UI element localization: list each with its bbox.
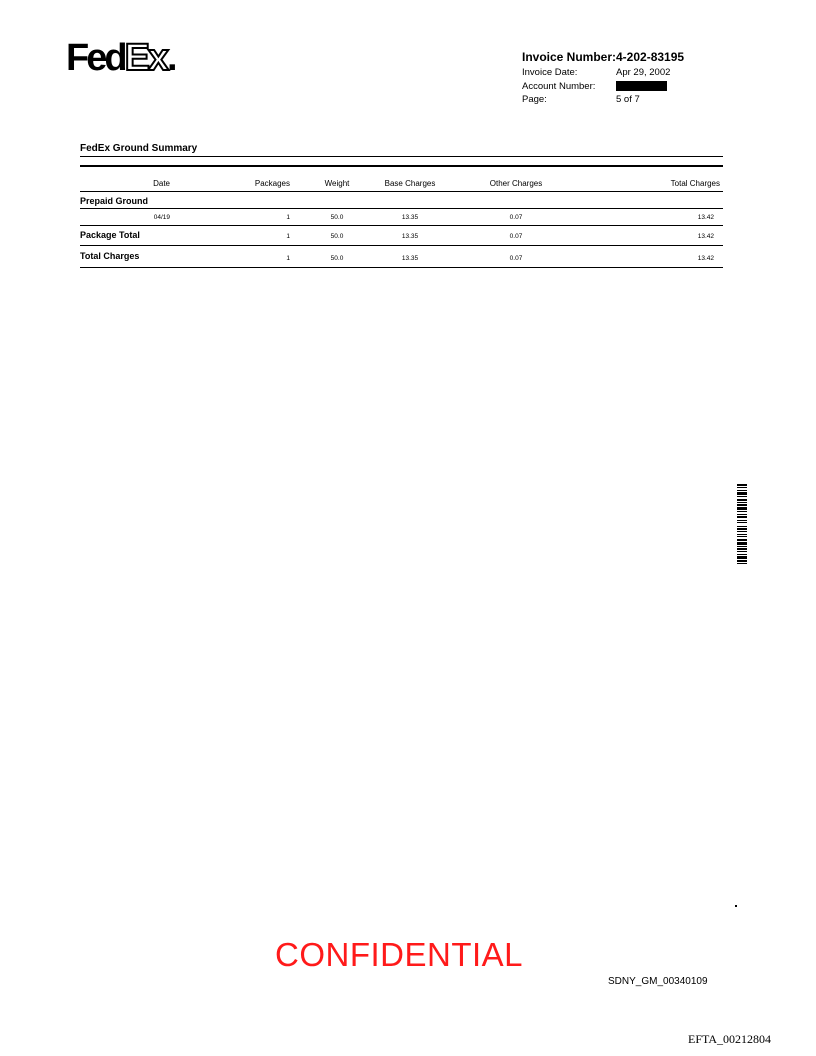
barcode-stripe [737,507,747,510]
barcode-stripe [737,484,747,486]
invoice-date-value: Apr 29, 2002 [616,67,671,78]
barcode-stripe [737,526,747,527]
package-total-base: 13.35 [401,233,419,240]
barcode-stripe [737,511,747,512]
barcode-stripe [737,514,747,515]
section-rule [80,156,723,157]
column-header-base-charges: Base Charges [384,179,436,188]
barcode-stripe [737,516,747,518]
barcode-stripe [737,548,747,550]
barcode-stripe [737,504,747,506]
group-rule [80,208,723,209]
row-other-charges: 0.07 [509,214,523,221]
column-header-weight: Weight [324,179,350,188]
page-value: 5 of 7 [616,94,640,105]
package-total-label: Package Total [80,230,140,240]
section-title: FedEx Ground Summary [80,143,198,154]
fedex-logo: FedEx. [66,37,178,79]
group-label-prepaid-ground: Prepaid Ground [80,196,149,206]
column-header-total-charges: Total Charges [670,179,720,188]
barcode-stripe [737,502,747,503]
total-charges-other: 0.07 [509,255,523,262]
barcode-stripe [737,560,747,562]
total-charges-base: 13.35 [401,255,419,262]
barcode-stripe [737,499,747,501]
barcode-stripe [737,546,747,547]
column-header-other-charges: Other Charges [489,179,543,188]
barcode-stripe [737,522,747,523]
invoice-number-label: Invoice Number: [522,50,617,64]
total-charges-packages: 1 [286,255,290,262]
row-packages: 1 [286,214,290,221]
column-header-date: Date [153,179,170,188]
total-charges-label: Total Charges [80,251,140,261]
barcode-stripe [737,556,747,559]
barcode-stripe [737,536,747,537]
barcode-icon [737,484,747,581]
barcode-stripe [737,563,747,564]
row-weight: 50.0 [330,214,344,221]
barcode-stripe [737,534,747,535]
barcode-stripe [737,487,747,488]
barcode-stripe [737,539,747,541]
package-total-total: 13.42 [697,233,714,240]
row-base-charges: 13.35 [401,214,419,221]
invoice-date-label: Invoice Date: [522,67,578,78]
header-rule [80,191,723,192]
barcode-stripe [737,496,747,497]
barcode-stripe [737,554,747,555]
package-total-other: 0.07 [509,233,523,240]
total-charges-weight: 50.0 [330,255,344,262]
barcode-stripe [737,542,747,545]
total-charges-total: 13.42 [697,255,714,262]
barcode-stripe [737,551,747,552]
page-mark [735,905,737,907]
package-total-weight: 50.0 [330,233,344,240]
table-top-rule [80,165,723,167]
bates-number: SDNY_GM_00340109 [608,976,708,987]
barcode-stripe [737,492,747,495]
account-number-label: Account Number: [522,81,596,92]
row-total-charges: 13.42 [697,214,714,221]
confidential-stamp: CONFIDENTIAL [275,936,524,973]
column-header-packages: Packages [254,179,290,188]
row-date: 04/19 [153,214,170,221]
account-number-redaction [616,81,667,91]
barcode-stripe [737,520,747,521]
row-rule [80,225,723,226]
page-label: Page: [522,94,547,105]
barcode-stripe [737,531,747,532]
package-total-rule [80,245,723,246]
package-total-packages: 1 [286,233,290,240]
barcode-stripe [737,490,747,491]
efta-number: EFTA_00212804 [688,1032,772,1046]
barcode-stripe [737,528,747,530]
invoice-number-value: 4-202-83195 [616,50,685,64]
total-charges-rule [80,267,723,268]
